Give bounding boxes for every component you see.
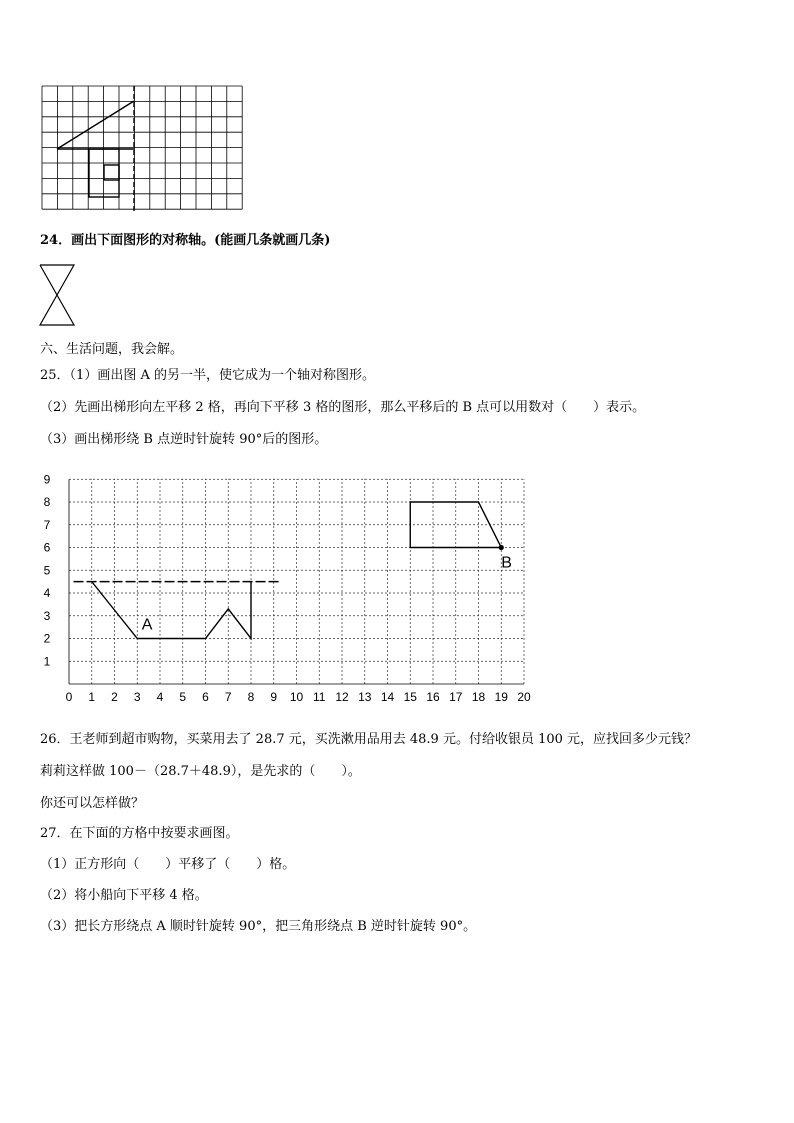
section-6-title: 六、生活问题，我会解。 — [40, 342, 184, 357]
top-small-square — [104, 165, 119, 180]
x-tick-label: 7 — [224, 690, 232, 704]
y-tick-label: 3 — [43, 608, 51, 623]
q25-coordinate-grid — [0, 460, 794, 720]
x-tick-label: 9 — [270, 690, 278, 704]
x-tick-label: 6 — [202, 690, 209, 704]
y-tick-label: 8 — [43, 495, 51, 509]
x-tick-label: 16 — [426, 690, 440, 704]
q26-line1: 26．王老师到超市购物，买菜用去了 28.7 元，买洗漱用品用去 48.9 元。付给收银员 100 元，应找回多少元钱？ — [40, 732, 698, 747]
x-tick-label: 20 — [517, 690, 531, 704]
x-tick-label: 0 — [65, 690, 73, 704]
x-tick-label: 5 — [179, 690, 187, 704]
y-tick-label: 5 — [43, 563, 51, 578]
q25-line2: （2）先画出梯形向左平移 2 格，再向下平移 3 格的图形，那么平移后的 B 点可以用数对（ ）表示。 — [40, 400, 646, 415]
y-tick-label: 9 — [43, 472, 51, 487]
top-grid-figure — [0, 0, 794, 230]
q26-line2: 莉莉这样做 100－（28.7＋48.9），是先求的（ ）。 — [40, 764, 361, 779]
q27-line3: （2）将小船向下平移 4 格。 — [40, 888, 208, 903]
x-tick-label: 12 — [335, 690, 349, 704]
q27-line2: （1）正方形向（ ）平移了（ ）格。 — [40, 857, 296, 872]
y-tick-label: 2 — [43, 631, 51, 646]
x-tick-label: 17 — [449, 690, 463, 704]
q25-line3: （3）画出梯形绕 B 点逆时针旋转 90°后的图形。 — [40, 432, 328, 447]
y-tick-label: 6 — [43, 540, 51, 555]
q24-title: 24．画出下面图形的对称轴。(能画几条就画几条) — [40, 233, 331, 248]
q27-line1: 27．在下面的方格中按要求画图。 — [40, 826, 239, 841]
x-tick-label: 4 — [156, 690, 164, 704]
x-tick-label: 8 — [247, 690, 255, 704]
y-tick-label: 7 — [43, 517, 51, 532]
y-tick-label: 4 — [43, 586, 51, 600]
label-b: B — [501, 554, 512, 572]
point-b — [499, 545, 504, 550]
x-tick-label: 14 — [380, 690, 395, 704]
hourglass-figure — [30, 258, 110, 338]
x-tick-label: 19 — [494, 690, 508, 704]
x-tick-label: 2 — [111, 690, 118, 704]
x-tick-label: 13 — [358, 690, 372, 704]
q27-line4: （3）把长方形绕点 A 顺时针旋转 90°，把三角形绕点 B 逆时针旋转 90°。 — [40, 919, 477, 934]
q25-line1: 25．（1）画出图 A 的另一半，使它成为一个轴对称图形。 — [40, 368, 375, 383]
label-a: A — [141, 616, 153, 634]
x-tick-label: 11 — [313, 690, 326, 704]
x-tick-label: 18 — [471, 690, 486, 704]
x-tick-label: 10 — [289, 690, 304, 704]
trapezoid — [410, 502, 501, 548]
x-tick-label: 1 — [88, 690, 96, 704]
x-tick-label: 15 — [403, 690, 417, 704]
figure-a-half — [92, 582, 251, 639]
top-triangle-slope — [57, 101, 134, 149]
q26-line3: 你还可以怎样做？ — [40, 796, 145, 811]
y-tick-label: 1 — [43, 654, 51, 669]
x-tick-label: 3 — [133, 690, 141, 704]
